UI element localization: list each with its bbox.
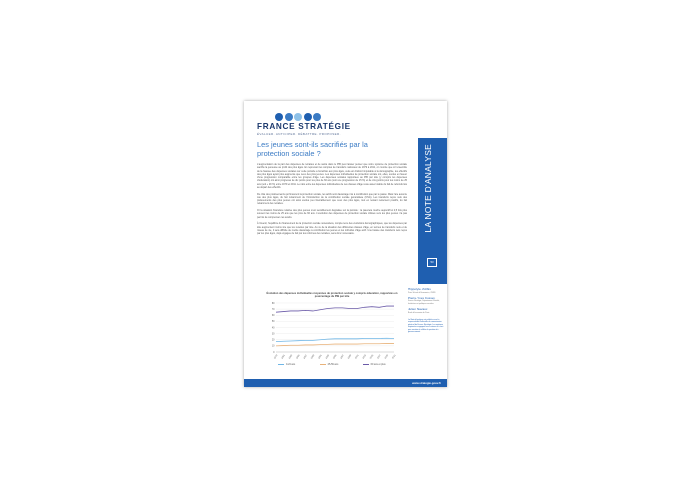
document-page — [244, 101, 447, 387]
author-role: France Stratégie, Département Société, Institutions et politiques sociales — [408, 300, 440, 305]
author-role: Paris School of Economics, CNRS — [408, 291, 436, 294]
author — [408, 288, 444, 294]
authors-column — [408, 288, 444, 334]
logo-dot — [294, 113, 302, 121]
x-tick-label: 1985 — [296, 354, 301, 360]
legend-label: 0-24 ans — [285, 363, 296, 367]
x-tick-label: 2003 — [362, 354, 367, 360]
x-tick-label: 1991 — [318, 354, 323, 360]
logo-dot — [285, 113, 293, 121]
body-paragraph: À l'avenir, l'équilibre du financement de la protection sociale nécessitera, compte tenu des évolutions démographiques, que les dépenses par tête augmentent moins vite que les recettes par tête. Au vu de la situation des différentes classes d'âge, en termes de transferts nets et de niveau de vie, il sera difficile de mettre davantage à contribution les jeunes et les individus d'âge actif. Une baisse des transferts nets reçus par les plus âgés, déjà engagée de fait par les réformes des retraites, sera donc nécessaire. — [257, 222, 407, 235]
issue-number: 53 — [427, 258, 437, 267]
x-tick-label: 1993 — [325, 354, 331, 360]
author-name: Julien Navaux — [408, 307, 428, 312]
y-tick-label: 20 — [271, 338, 275, 342]
logo-dot — [275, 113, 283, 121]
x-tick-label: 1997 — [340, 354, 345, 360]
body-paragraph: Du côté des prélèvements qui financent la protection sociale, les actifs sont davantage mis à contribution que par le passé. Mais l'are aussi le cas des plus âgés, du fait notamment de l'introduction de la contribution sociale généralisée (CSG). Les transferts reçus nets des prélèvements des plus jeunes ont ainsi évolué peu favorablement que ceux des plus âgés, tout en restant nettement positifs, du fait notamment des retraites. — [257, 192, 407, 206]
legend-item — [320, 363, 338, 366]
x-tick-label: 1979 — [274, 354, 279, 360]
chart-title: Évolution des dépenses individuelles moyennes de protection sociale y compris éducation, rapportées en pourcentage du PIB par tête — [266, 292, 398, 299]
body-paragraph: L'augmentation de la part des dépenses de retraites et de santé dans le PIB peut laisser penser que notre système de protection sociale sacrifie la jeunesse au profit des plus âgés. En reprenant les comptes de transferts nationaux de 1979 à 2011, on montre que si l'ensemble de la hausse des dépenses sociales sur cette période a bénéficié aux plus âgés, cela est d'abord imputable à la démographie, les effectifs des plus âgés ayant plus augmenté que ceux des plus jeunes. Les dépenses individuelles de protection sociale ont, elles, évolué en faveur d'une progression comparable entre les groupes d'âge. Les dépenses sociales rapportées au PIB par tête (y compris les dépenses d'éducation) ont ainsi progressé de dix points pour les plus de 60 ans (soit une progression de 15 %) et de cinq points pour les moins de 25 ans (soit + 29 %) entre 1979 et 2011. Le ratio entre les dépenses individuelles de ces classes d'âge reste assez stable du fait de rebonds liés au départ des effectifs. — [257, 163, 407, 189]
editorial-note: La Note d'analyse est publiée sous la responsabilité éditoriale du commissaire général de France Stratégie. Les opinions exprimées engagent leurs auteurs et n'ont pas vocation à refléter la position du gouvernement. — [408, 318, 444, 334]
sidebar-label: LA NOTE D'ANALYSE — [423, 144, 433, 233]
chart-plot — [266, 300, 398, 362]
note-sidebar — [418, 138, 447, 284]
legend-item — [278, 363, 295, 366]
y-tick-label: 50 — [271, 320, 275, 324]
series-line — [276, 338, 394, 341]
x-tick-label: 1995 — [333, 354, 338, 360]
legend-label: 25-59 ans — [327, 363, 339, 367]
legend-swatch — [278, 364, 284, 365]
brand-name: FRANCE STRATÉGIE — [257, 122, 351, 131]
body-paragraph: Or la situation financière relative des plus jeunes s'est sensiblement dégradée sur la période : la pauvreté touche aujourd'hui 2,5 fois plus souvent les moins de 25 ans que les plus de 60 ans. L'évolution des dépenses de protection sociale ciblées vers les plus jeunes n'a pas permis de compenser ces écarts. — [257, 209, 407, 219]
x-tick-label: 2005 — [369, 354, 375, 360]
document-body — [257, 163, 407, 239]
x-tick-label: 1983 — [288, 354, 294, 360]
author-name: Hippolyte d'Albis — [408, 287, 431, 291]
series-line — [276, 344, 394, 346]
x-tick-label: 2009 — [384, 354, 390, 360]
x-tick-label: 1981 — [281, 354, 286, 360]
x-tick-label: 2007 — [377, 354, 382, 360]
legend-swatch — [363, 364, 369, 365]
brand-tagline: ÉVALUER. ANTICIPER. DÉBATTRE. PROPOSER. — [257, 131, 341, 136]
x-tick-label: 2011 — [392, 354, 397, 360]
author — [408, 297, 444, 305]
document-title: Les jeunes sont-ils sacrifiés par la protection sociale ? — [257, 140, 368, 158]
author — [408, 308, 444, 314]
y-tick-label: 30 — [271, 332, 275, 336]
x-tick-label: 1989 — [310, 354, 316, 360]
y-tick-label: 40 — [271, 326, 275, 330]
x-tick-label: 2001 — [355, 354, 360, 360]
author-name: Pierre-Yves Cusset, — [408, 295, 436, 300]
website-link[interactable]: www.strategie.gouv.fr — [412, 381, 441, 385]
legend-swatch — [320, 364, 326, 365]
author-role: École d'économie de Paris — [408, 311, 430, 314]
y-tick-label: 60 — [271, 314, 275, 318]
y-tick-label: 0 — [273, 350, 275, 354]
legend-item — [363, 363, 385, 366]
y-tick-label: 80 — [271, 301, 275, 305]
chart-legend — [266, 363, 398, 366]
france-strategie-logo — [257, 112, 367, 136]
y-tick-label: 10 — [271, 344, 275, 348]
expenditure-chart — [266, 292, 398, 370]
logo-dots — [275, 112, 367, 121]
y-tick-label: 70 — [271, 308, 275, 312]
logo-dot — [313, 113, 321, 121]
x-tick-label: 1987 — [303, 354, 308, 360]
x-tick-label: 1999 — [347, 354, 353, 360]
legend-label: 60 ans et plus — [370, 363, 386, 367]
logo-dot — [304, 113, 312, 121]
page-footer — [244, 379, 447, 387]
